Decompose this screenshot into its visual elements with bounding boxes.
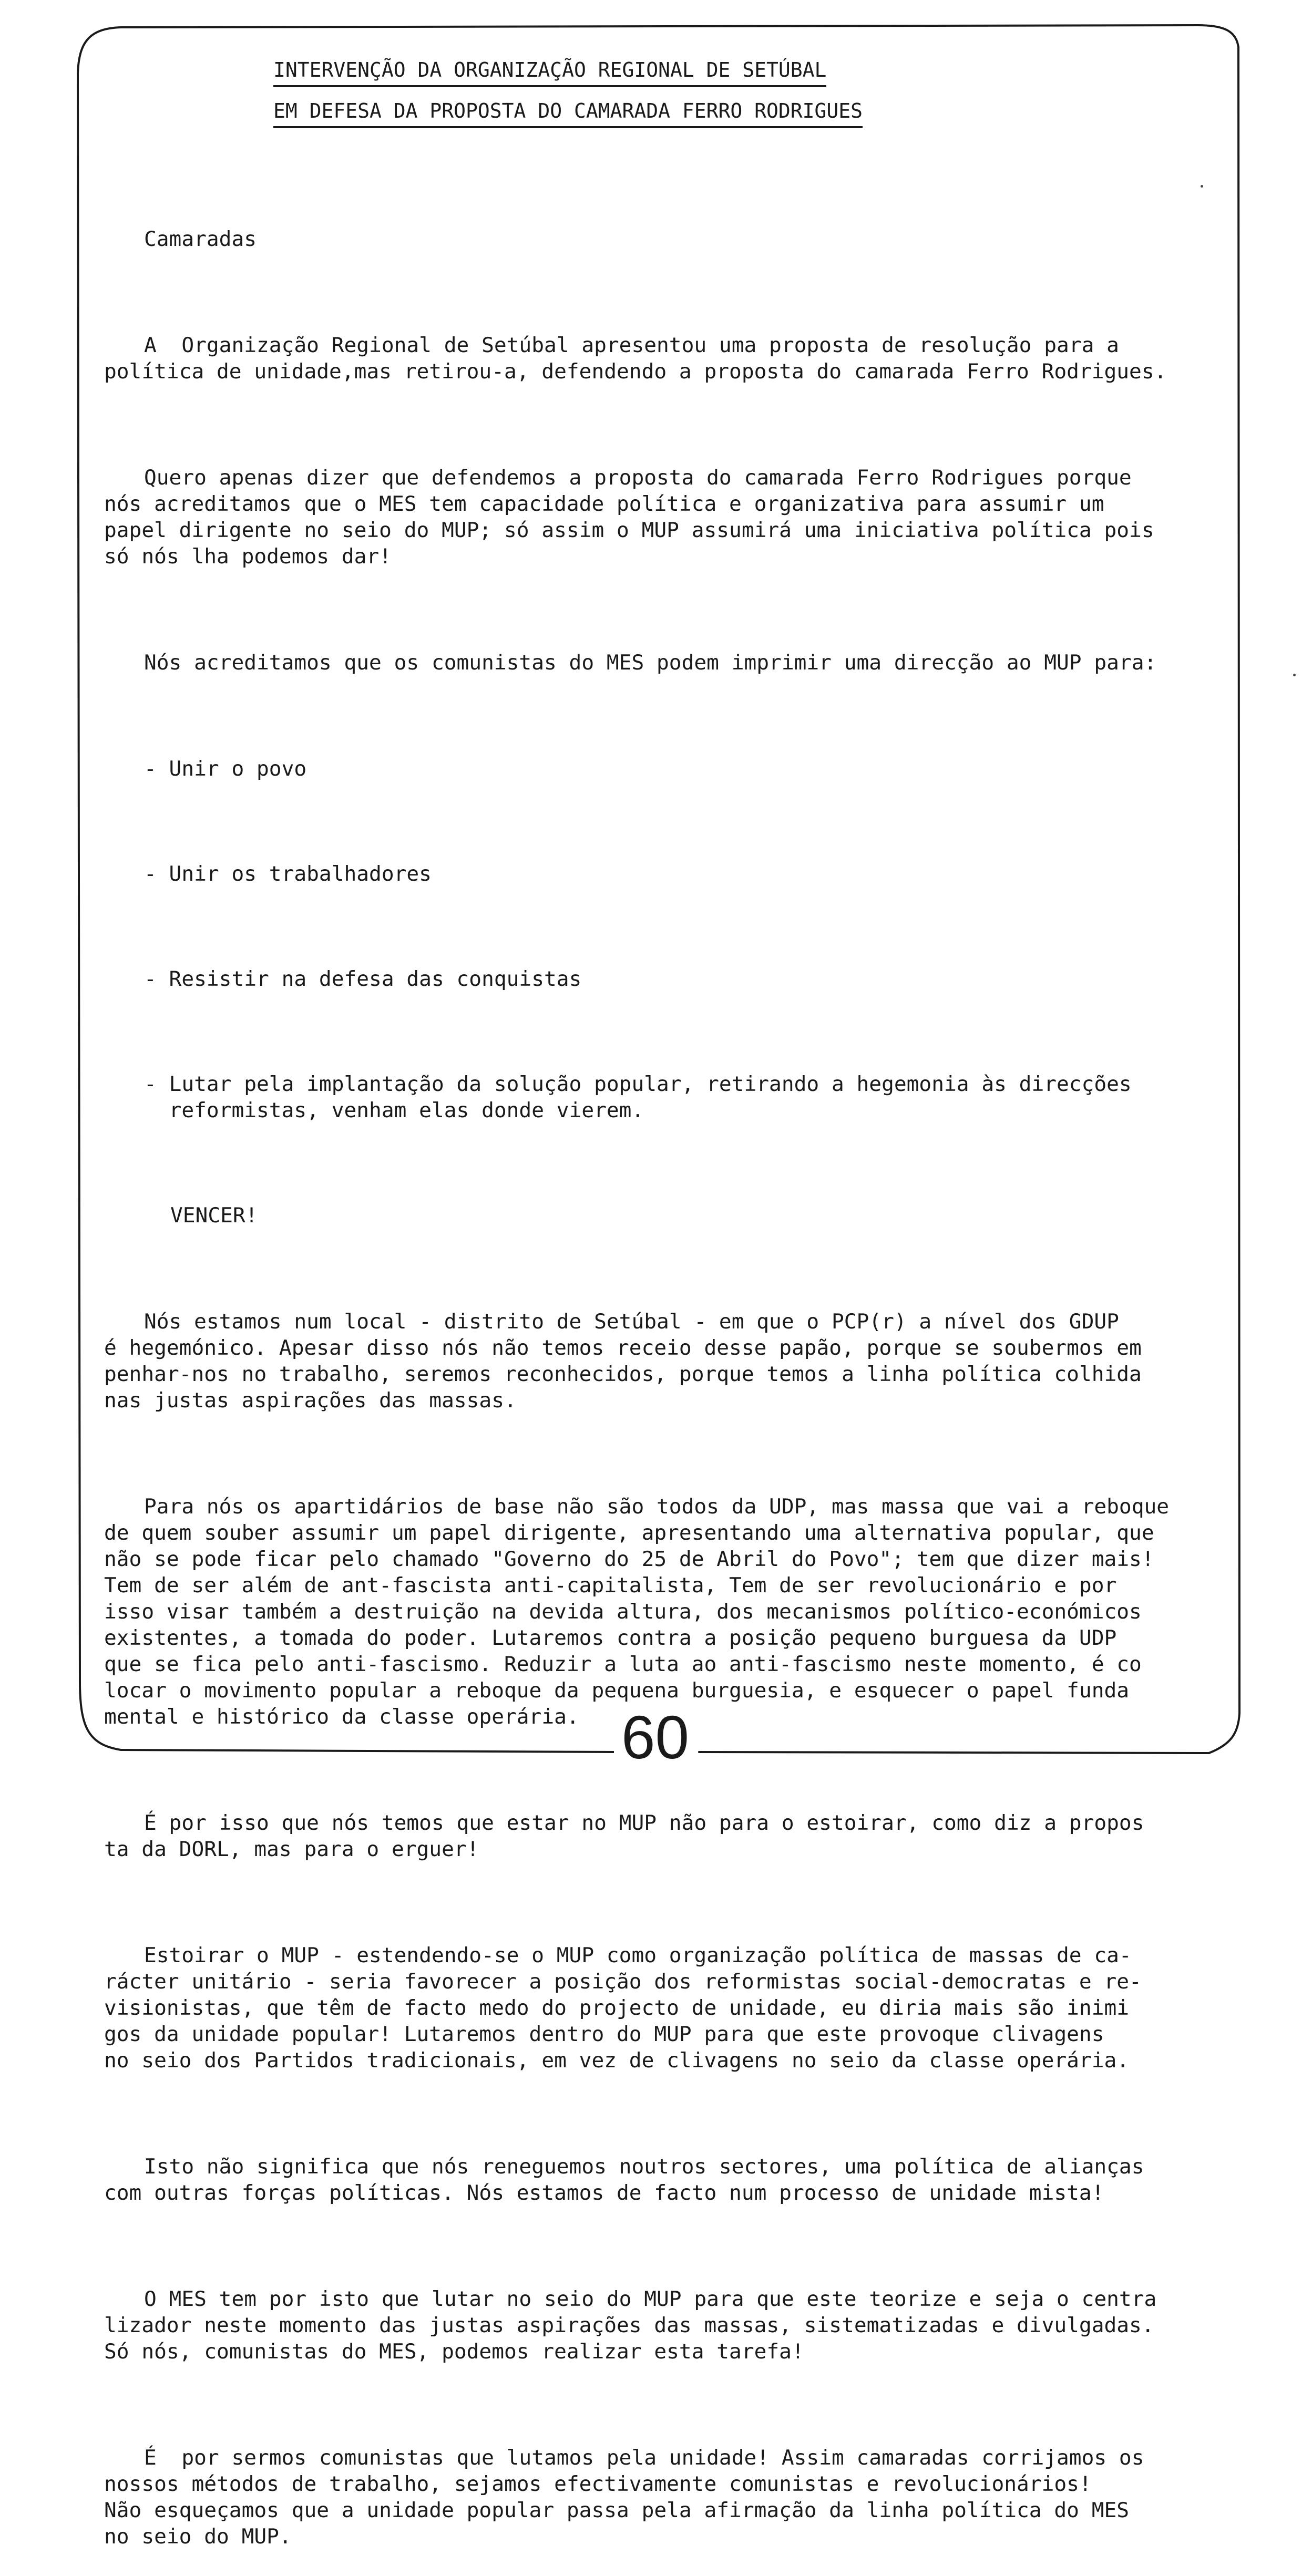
paragraph-2 <box>104 465 1218 570</box>
paragraph-3 <box>104 650 1218 676</box>
vencer-exclamation: VENCER! <box>170 1203 258 1228</box>
paragraph-5-text: Para nós os apartidários de base não são todos da UDP, mas massa que vai a reboque de quem souber assumir um papel dirigente, apresentando uma alternativa popular, que não se pode ficar pelo chamado "Governo do 25 de Abril do Povo"; tem que dizer mais! Tem de ser além de ant-fascista anti-capitalista, Tem de ser revolucionário e por isso visar também a destruição na devida altura, dos mecanismos político-económicos existentes, a tomada do poder. Lutaremos contra a posição pequeno burguesa da UDP que se fica pelo anti-fascismo. Reduzir a luta ao anti-fascismo neste momento, é co locar o movimento popular a reboque da pequena burguesia, e esquecer o papel funda mental e histórico da classe operária. <box>104 1495 1170 1729</box>
list-item: - Lutar pela implantação da solução popular, retirando a hegemonia às direcções reformistas, venham elas donde vierem. <box>144 1072 1132 1122</box>
paragraph-1-text: A Organização Regional de Setúbal apresentou uma proposta de resolução para a política de unidade,mas retirou-a, defendendo a proposta do camarada Ferro Rodrigues. <box>104 333 1167 384</box>
paragraph-1 <box>104 332 1218 385</box>
paragraph-9-text: O MES tem por isto que lutar no seio do MUP para que este teorize e seja o centra lizador neste momento das justas aspirações das massas, sistematizadas e divulgadas. Só nós, comunistas do MES, podemos realizar esta tarefa! <box>104 2287 1157 2364</box>
title-line-1: INTERVENÇÃO DA ORGANIZAÇÃO REGIONAL DE SETÚBAL <box>273 58 826 87</box>
paragraph-6 <box>104 1810 1218 1862</box>
title-line-2: EM DEFESA DA PROPOSTA DO CAMARADA FERRO RODRIGUES <box>273 99 863 128</box>
paragraph-5 <box>104 1493 1218 1730</box>
paragraph-4 <box>104 1308 1218 1414</box>
paragraph-10-text: É por sermos comunistas que lutamos pela unidade! Assim camaradas corrijamos os nossos métodos de trabalho, sejamos efectivamente comunistas e revolucionários! Não esqueçamos que a unidade popular passa pela afirmação da linha política do MES no seio do MUP. <box>104 2446 1144 2549</box>
paragraph-7 <box>104 1942 1218 2074</box>
paragraph-10 <box>104 2445 1218 2550</box>
document-body <box>104 173 1218 2576</box>
paragraph-8-text: Isto não significa que nós reneguemos noutros sectores, uma política de alianças com outras forças políticas. Nós estamos de facto num processo de unidade mista! <box>104 2155 1144 2205</box>
list-item: - Unir o povo <box>144 757 307 781</box>
paragraph-2-text: Quero apenas dizer que defendemos a proposta do camarada Ferro Rodrigues porque nós acreditamos que o MES tem capacidade política e organizativa para assumir um papel dirigente no seio do MUP; só assim o MUP assumirá uma iniciativa política pois só nós lha podemos dar! <box>104 466 1154 569</box>
paragraph-4-text: Nós estamos num local - distrito de Setúbal - em que o PCP(r) a nível dos GDUP é hegemónico. Apesar disso nós não temos receio desse papão, porque se soubermos em penhar-nos no trabalho, seremos reconhecidos, porque temos a linha política colhida nas justas aspirações das massas. <box>104 1310 1142 1413</box>
paragraph-8 <box>104 2153 1218 2206</box>
salutation: Camaradas <box>144 227 257 251</box>
paragraph-9 <box>104 2286 1218 2365</box>
speck-mark <box>1293 674 1296 676</box>
paragraph-7-text: Estoirar o MUP - estendendo-se o MUP como organização política de massas de ca- rácter unitário - seria favorecer a posição dos reformistas social-democratas e re- visionistas, que têm de facto medo do projecto de unidade, eu diria mais são inimi gos da unidade popular! Lutaremos dentro do MUP para que este provoque clivagens no seio dos Partidos tradicionais, em vez de clivagens no seio da classe operária. <box>104 1943 1142 2073</box>
paragraph-6-text: É por isso que nós temos que estar no MUP não para o estoirar, como diz a propos ta da DORL, mas para o erguer! <box>104 1811 1144 1861</box>
paragraph-3-text: Nós acreditamos que os comunistas do MES podem imprimir uma direcção ao MUP para: <box>144 651 1157 675</box>
list-item: - Resistir na defesa das conquistas <box>144 967 582 991</box>
list-item: - Unir os trabalhadores <box>144 862 432 886</box>
page-number: 60 <box>614 1706 696 1769</box>
